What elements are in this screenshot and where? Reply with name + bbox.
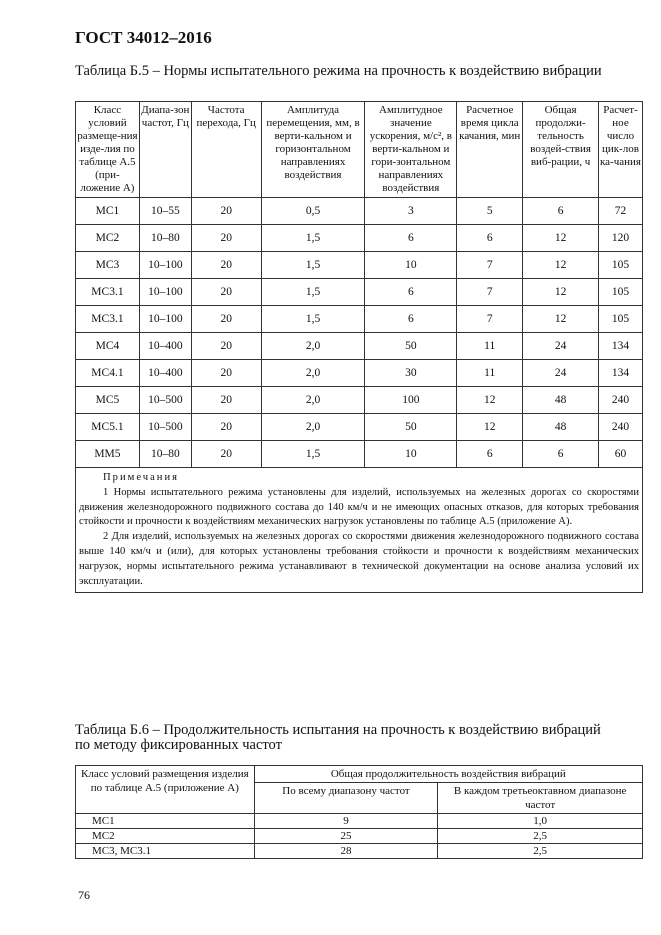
table-cell: 5 bbox=[457, 198, 523, 225]
table-cell: МС4 bbox=[76, 333, 140, 360]
table-cell: 20 bbox=[191, 414, 261, 441]
table-cell: 10–400 bbox=[139, 360, 191, 387]
table-b5-notes-row bbox=[76, 468, 643, 593]
table-cell: 6 bbox=[365, 225, 457, 252]
table-row bbox=[76, 441, 643, 468]
table-cell: 48 bbox=[523, 414, 599, 441]
table-cell: 6 bbox=[365, 279, 457, 306]
table-cell: 240 bbox=[599, 387, 643, 414]
table-cell: 20 bbox=[191, 333, 261, 360]
header-acceleration-amplitude: Амплитудное значение ускорения, м/с², в верти-кальном и гори-зонтальном направлениях воздействия bbox=[365, 102, 457, 198]
table-cell: 48 bbox=[523, 387, 599, 414]
table-cell: 6 bbox=[365, 306, 457, 333]
table-cell: 25 bbox=[254, 829, 438, 844]
table-cell: МС3, МС3.1 bbox=[76, 844, 255, 859]
table-cell: 1,5 bbox=[261, 252, 365, 279]
table-cell: 134 bbox=[599, 333, 643, 360]
table-cell: 12 bbox=[523, 252, 599, 279]
table-cell: 50 bbox=[365, 333, 457, 360]
table-row bbox=[76, 279, 643, 306]
table-cell: 3 bbox=[365, 198, 457, 225]
header-transition-frequency: Частота перехода, Гц bbox=[191, 102, 261, 198]
header-cycle-time: Расчетное время цикла качания, мин bbox=[457, 102, 523, 198]
note-2: 2 Для изделий, используемых на железных дорогах со скоростями движения железнодорожного подвижного состава выше 140 км/ч и (или), для которых установлены требования стойкости и прочности к воздействиям механических нагрузок, нормы испытательного режима устанавливают в технической документации на основе анализа условий их эксплуатации. bbox=[79, 531, 639, 587]
table-b6-caption: Таблица Б.6 – Продолжительность испытания на прочность к воздействию вибраций по методу фиксированных частот bbox=[75, 722, 601, 753]
table-row bbox=[76, 333, 643, 360]
table-cell: 10–400 bbox=[139, 333, 191, 360]
table-cell: 12 bbox=[457, 414, 523, 441]
table-b5-header-row bbox=[76, 102, 643, 198]
table-cell: 10–55 bbox=[139, 198, 191, 225]
table-cell: 2,5 bbox=[438, 844, 643, 859]
table-cell: МС1 bbox=[76, 198, 140, 225]
header-third-octave: В каждом третьеоктавном диапазоне частот bbox=[438, 783, 643, 814]
table-cell: МС1 bbox=[76, 814, 255, 829]
table-cell: 6 bbox=[457, 441, 523, 468]
table-cell: 20 bbox=[191, 252, 261, 279]
table-cell: 2,0 bbox=[261, 333, 365, 360]
table-row bbox=[76, 387, 643, 414]
table-b5-notes bbox=[76, 468, 643, 593]
table-b6 bbox=[75, 765, 643, 859]
table-cell: 24 bbox=[523, 333, 599, 360]
table-cell: 2,5 bbox=[438, 829, 643, 844]
table-row bbox=[76, 198, 643, 225]
table-cell: 105 bbox=[599, 306, 643, 333]
table-cell: 20 bbox=[191, 306, 261, 333]
table-cell: 11 bbox=[457, 360, 523, 387]
table-cell: 24 bbox=[523, 360, 599, 387]
table-cell: 12 bbox=[523, 306, 599, 333]
table-row bbox=[76, 414, 643, 441]
table-cell: 7 bbox=[457, 252, 523, 279]
table-cell: 9 bbox=[254, 814, 438, 829]
header-displacement-amplitude: Амплитуда перемещения, мм, в верти-кальном и горизонтальном направлениях воздействия bbox=[261, 102, 365, 198]
header-frequency-range: Диапа-зон частот, Гц bbox=[139, 102, 191, 198]
table-cell: 11 bbox=[457, 333, 523, 360]
table-cell: 12 bbox=[523, 279, 599, 306]
table-cell: 10 bbox=[365, 441, 457, 468]
table-cell: МС3.1 bbox=[76, 306, 140, 333]
document-header: ГОСТ 34012–2016 bbox=[75, 28, 212, 47]
table-row bbox=[76, 829, 643, 844]
table-cell: 20 bbox=[191, 441, 261, 468]
header-class: Класс условий размеще-ния изде-лия по таблице А.5 (при-ложение А) bbox=[76, 102, 140, 198]
table-row bbox=[76, 225, 643, 252]
table-cell: 134 bbox=[599, 360, 643, 387]
table-cell: 20 bbox=[191, 360, 261, 387]
table-cell: 10–100 bbox=[139, 306, 191, 333]
note-1: 1 Нормы испытательного режима установлены для изделий, используемых на железных дорогах со скоростями движения железнодорожного подвижного состава до 140 км/ч и не имеющих опасных отказов, для которых требования стойкости и прочности к воздействиям механических нагрузок установлены по таблице А.5 (приложение А). bbox=[79, 486, 639, 528]
table-row bbox=[76, 252, 643, 279]
table-cell: МС5 bbox=[76, 387, 140, 414]
table-cell: МС3 bbox=[76, 252, 140, 279]
table-cell: 20 bbox=[191, 198, 261, 225]
table-cell: 6 bbox=[457, 225, 523, 252]
table-cell: 12 bbox=[523, 225, 599, 252]
table-cell: 10 bbox=[365, 252, 457, 279]
table-row bbox=[76, 814, 643, 829]
table-cell: 105 bbox=[599, 252, 643, 279]
table-cell: ММ5 bbox=[76, 441, 140, 468]
table-cell: 1,5 bbox=[261, 441, 365, 468]
table-cell: 20 bbox=[191, 225, 261, 252]
table-cell: 20 bbox=[191, 387, 261, 414]
table-cell: 72 bbox=[599, 198, 643, 225]
table-cell: 10–500 bbox=[139, 414, 191, 441]
table-cell: МС5.1 bbox=[76, 414, 140, 441]
table-cell: 7 bbox=[457, 306, 523, 333]
table-cell: 2,0 bbox=[261, 387, 365, 414]
table-cell: 100 bbox=[365, 387, 457, 414]
table-b5-caption: Таблица Б.5 – Нормы испытательного режима на прочность к воздействию вибрации bbox=[75, 63, 602, 79]
table-cell: 2,0 bbox=[261, 414, 365, 441]
table-cell: 10–100 bbox=[139, 252, 191, 279]
table-cell: 1,5 bbox=[261, 306, 365, 333]
table-cell: 1,5 bbox=[261, 279, 365, 306]
table-cell: 10–100 bbox=[139, 279, 191, 306]
table-cell: 1,5 bbox=[261, 225, 365, 252]
table-cell: 2,0 bbox=[261, 360, 365, 387]
table-cell: 28 bbox=[254, 844, 438, 859]
header-total-duration: Общая продолжи-тельность воздей-ствия виб-рации, ч bbox=[523, 102, 599, 198]
table-cell: 105 bbox=[599, 279, 643, 306]
table-cell: МС4.1 bbox=[76, 360, 140, 387]
table-row bbox=[76, 360, 643, 387]
table-cell: 6 bbox=[523, 441, 599, 468]
header-total-duration: Общая продолжительность воздействия вибраций bbox=[254, 766, 642, 783]
table-cell: 240 bbox=[599, 414, 643, 441]
table-cell: 12 bbox=[457, 387, 523, 414]
table-cell: 7 bbox=[457, 279, 523, 306]
table-row bbox=[76, 306, 643, 333]
table-cell: 60 bbox=[599, 441, 643, 468]
table-cell: 0,5 bbox=[261, 198, 365, 225]
table-cell: 1,0 bbox=[438, 814, 643, 829]
table-cell: 10–80 bbox=[139, 441, 191, 468]
table-b5 bbox=[75, 101, 643, 593]
table-cell: МС3.1 bbox=[76, 279, 140, 306]
table-cell: МС2 bbox=[76, 829, 255, 844]
table-cell: 120 bbox=[599, 225, 643, 252]
table-b6-header-row bbox=[76, 766, 643, 783]
header-cycle-count: Расчет-ное число цик-лов ка-чания bbox=[599, 102, 643, 198]
table-cell: 30 bbox=[365, 360, 457, 387]
header-full-range: По всему диапазону частот bbox=[254, 783, 438, 814]
notes-title: Примечания bbox=[103, 472, 179, 483]
table-cell: 10–80 bbox=[139, 225, 191, 252]
table-cell: 50 bbox=[365, 414, 457, 441]
header-class: Класс условий размещения изделия по таблице А.5 (приложение А) bbox=[76, 766, 255, 814]
table-cell: 6 bbox=[523, 198, 599, 225]
table-cell: 20 bbox=[191, 279, 261, 306]
table-cell: 10–500 bbox=[139, 387, 191, 414]
table-row bbox=[76, 844, 643, 859]
table-cell: МС2 bbox=[76, 225, 140, 252]
page-number: 76 bbox=[78, 888, 90, 902]
